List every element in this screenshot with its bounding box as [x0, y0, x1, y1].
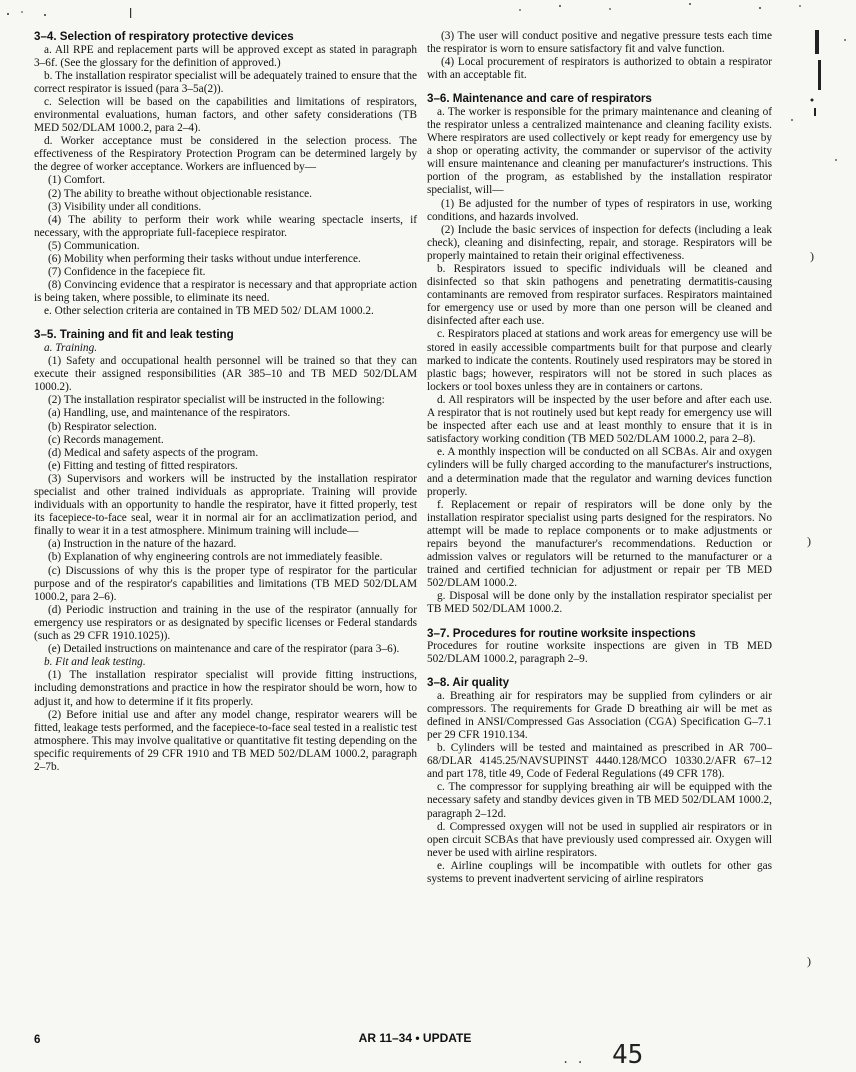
left-column [34, 30, 417, 774]
list-item: (1) The installation respirator specialist will provide fitting instructions, including demonstrations and practice in how the respirator should be worn, how to adjust it, and how to determine if it fits properly. [34, 669, 417, 708]
list-item: (4) The ability to perform their work while wearing spectacle inserts, if necessary, with the appropriate full-facepiece respirator. [34, 213, 417, 239]
paragraph: c. The compressor for supplying breathing air will be equipped with the necessary safety and standby devices given in TB MED 502/DLAM 1000.2, paragraph 2–12d. [427, 781, 772, 820]
list-item: (1) Be adjusted for the number of types of respirators in use, working conditions, and hazards involved. [427, 197, 772, 223]
paragraph: e. Other selection criteria are contained in TB MED 502/ DLAM 1000.2. [44, 305, 374, 318]
paragraph: Procedures for routine worksite inspections are given in TB MED 502/DLAM 1000.2, paragraph 2–9. [427, 640, 772, 666]
paragraph: g. Disposal will be done only by the installation respirator specialist per TB MED 502/DLAM 1000.2. [427, 590, 772, 616]
list-item: (a) Handling, use, and maintenance of the respirators. [48, 407, 291, 420]
paragraph: e. A monthly inspection will be conducted on all SCBAs. Air and oxygen cylinders will be fully charged according to the manufacturer's instructions, and a determination made that the regulator and warning devices function properly. [427, 446, 772, 498]
paragraph: c. Respirators placed at stations and work areas for emergency use will be stored in easily accessible compartments built for that purpose and clearly marked to indicate the contents. Routinely used respirators may be stored in plastic bags; however, respirators will not be stored in such places as lockers or tool boxes unless they are in containers or cartons. [427, 328, 772, 393]
page-stamp: 45 [612, 1040, 644, 1070]
list-item: (3) The user will conduct positive and negative pressure tests each time the respirator is worn to ensure satisfactory fit and valve function. [427, 30, 772, 56]
paragraph: f. Replacement or repair of respirators will be done only by the installation respirator specialist using parts designed for the respirators. No attempt will be made to replace components or to make adjustments or repairs beyond the manufacturer's recommendations. Reduction or admission valves or regulators will be returned to the manufacturer or a trained and certified technician for adjustment or repair per TB MED 502/DLAM 1000.2. [427, 498, 772, 590]
list-item: (7) Confidence in the facepiece fit. [48, 266, 206, 279]
paragraph: d. Compressed oxygen will not be used in supplied air respirators or in open circuit SCBAs that have previously used compressed air. Oxygen will never be used with airline respirators. [427, 820, 772, 859]
list-item: (1) Safety and occupational health personnel will be trained so that they can execute their assigned responsibilities (AR 385–10 and TB MED 502/DLAM 1000.2). [34, 355, 417, 394]
list-item: (2) Before initial use and after any model change, respirator wearers will be fitted, leakage tests performed, and the facepiece-to-face seal tested in a realistic test atmosphere. This may involve qualitative or quantitative fit testing depending on the specific requirements of 29 CFR 1910 and TB MED 502/DLAM 1000.2, paragraph 2–7b. [34, 708, 417, 773]
paragraph: d. All respirators will be inspected by the user before and after each use. A respirator that is not routinely used but kept ready for emergency use will be inspected after each use and at least monthly to ensure that it is in satisfactory working condition (TB MED 502/DLAM 1000.2, para 2–8). [427, 393, 772, 446]
list-item: (2) The installation respirator specialist will be instructed in the following: [48, 394, 385, 407]
list-item: (3) Supervisors and workers will be instructed by the installation respirator specialist and other trained individuals as appropriate. Training will provide individuals with an opportunity to handle the respirator, have it fitted properly, test its facepiece-to-face seal, wear it in normal air for an acclimatization period, and finally to wear it in a test atmosphere. Minimum training will include— [34, 472, 417, 538]
svg-text:): ) [807, 954, 811, 968]
list-item: (2) Include the basic services of inspection for defects (including a leak check), cleaning and disinfecting, repair, and storage. Respirators will be properly maintained to retain their original effectiveness. [427, 223, 772, 262]
list-item: (c) Discussions of why this is the proper type of respirator for the particular purpose and of the respirator's capabilities and limitations (TB MED 502/DLAM 1000.2, para 2–6). [34, 564, 417, 603]
publication-footer: AR 11–34 • UPDATE [358, 1031, 472, 1045]
list-item: (d) Periodic instruction and training in the use of the respirator (annually for emergency use respirators or as designated by specific licenses or Federal standards (such as 29 CFR 1910.1025)). [34, 603, 417, 643]
list-item: (c) Records management. [48, 433, 164, 446]
right-column [427, 30, 772, 886]
list-item: (a) Instruction in the nature of the hazard. [48, 538, 237, 551]
paragraph: c. Selection will be based on the capabilities and limitations of respirators, environmental evaluations, human factors, and other safety considerations (TB MED 502/DLAM 1000.2, para 2–4). [34, 95, 417, 135]
paragraph: e. Airline couplings will be incompatible with outlets for other gas systems to prevent inadvertent servicing of airline respirators [427, 859, 772, 886]
page-number: 6 [34, 1034, 41, 1046]
paragraph: b. The installation respirator specialist will be adequately trained to ensure that the correct respirator is issued (para 3–5a(2)). [34, 69, 417, 95]
paragraph: b. Cylinders will be tested and maintained as prescribed in AR 700–68/DLAR 4145.25/NAVSUPINST 4440.128/MCO 10330.2/AFR 67–12 and part 178, title 49, Code of Federal Regulations (49 CFR 178). [427, 742, 772, 781]
svg-text:): ) [807, 534, 811, 548]
section-heading-3-7: 3–7. Procedures for routine worksite inspections [427, 626, 696, 640]
list-item: (3) Visibility under all conditions. [48, 200, 202, 213]
paragraph: d. Worker acceptance must be considered in the selection process. The effectiveness of the Respiratory Protection Program can be determined largely by the degree of worker acceptance. Workers are influenced by— [34, 135, 417, 174]
list-item: (2) The ability to breathe without objectionable resistance. [48, 187, 312, 200]
svg-text:): ) [810, 249, 814, 263]
list-item: (5) Communication. [48, 239, 140, 252]
list-item: (1) Comfort. [48, 174, 106, 187]
stamp-dots: . . [562, 1052, 584, 1066]
paragraph: a. All RPE and replacement parts will be approved except as stated in paragraph 3–6f. (See the glossary for the definition of approved.) [34, 43, 417, 69]
list-item: (8) Convincing evidence that a respirator is necessary and that appropriate action is being taken, where possible, to eliminate its need. [34, 279, 417, 305]
paragraph: a. Breathing air for respirators may be supplied from cylinders or air compressors. The requirements for Grade D breathing air will be met as defined in ANSI/Compressed Gas Association (CGA) Specification G–7.1 per 29 CFR 1910.134. [427, 689, 772, 741]
list-item: (e) Detailed instructions on maintenance and care of the respirator (para 3–6). [48, 643, 400, 656]
paragraph: b. Respirators issued to specific individuals will be cleaned and disinfected so that skin pathogens and penetrating dermatitis-causing contaminants are removed from respirator surfaces. Respirators maintained for emergency use or used by more than one person will be cleaned and disinfected after each use. [427, 263, 772, 328]
section-heading-3-5: 3–5. Training and fit and leak testing [34, 328, 234, 342]
section-heading-3-6: 3–6. Maintenance and care of respirators [427, 92, 652, 106]
list-item: (d) Medical and safety aspects of the program. [48, 446, 259, 459]
list-item: (4) Local procurement of respirators is authorized to obtain a respirator with an acceptable fit. [427, 56, 772, 82]
paragraph: a. The worker is responsible for the primary maintenance and cleaning of the respirator unless a centralized maintenance and cleaning facility exists. Where respirators are used collectively or kept ready for emergency use by a shop or operating activity, the commander or supervisor of the activity will ensure maintenance and cleaning per manufacturer's instructions. This portion of the program, as established by the installation respirator specialist, will— [427, 105, 772, 197]
list-item: (b) Explanation of why engineering controls are not immediately feasible. [48, 551, 383, 564]
list-item: (6) Mobility when performing their tasks without undue interference. [48, 253, 361, 265]
list-item: (b) Respirator selection. [48, 420, 157, 433]
list-item: (e) Fitting and testing of fitted respirators. [48, 459, 238, 472]
subheading: a. Training. [44, 341, 98, 354]
section-heading-3-8: 3–8. Air quality [427, 676, 510, 690]
subheading: b. Fit and leak testing. [44, 656, 146, 669]
section-heading-3-4: 3–4. Selection of respiratory protective devices [34, 30, 294, 43]
